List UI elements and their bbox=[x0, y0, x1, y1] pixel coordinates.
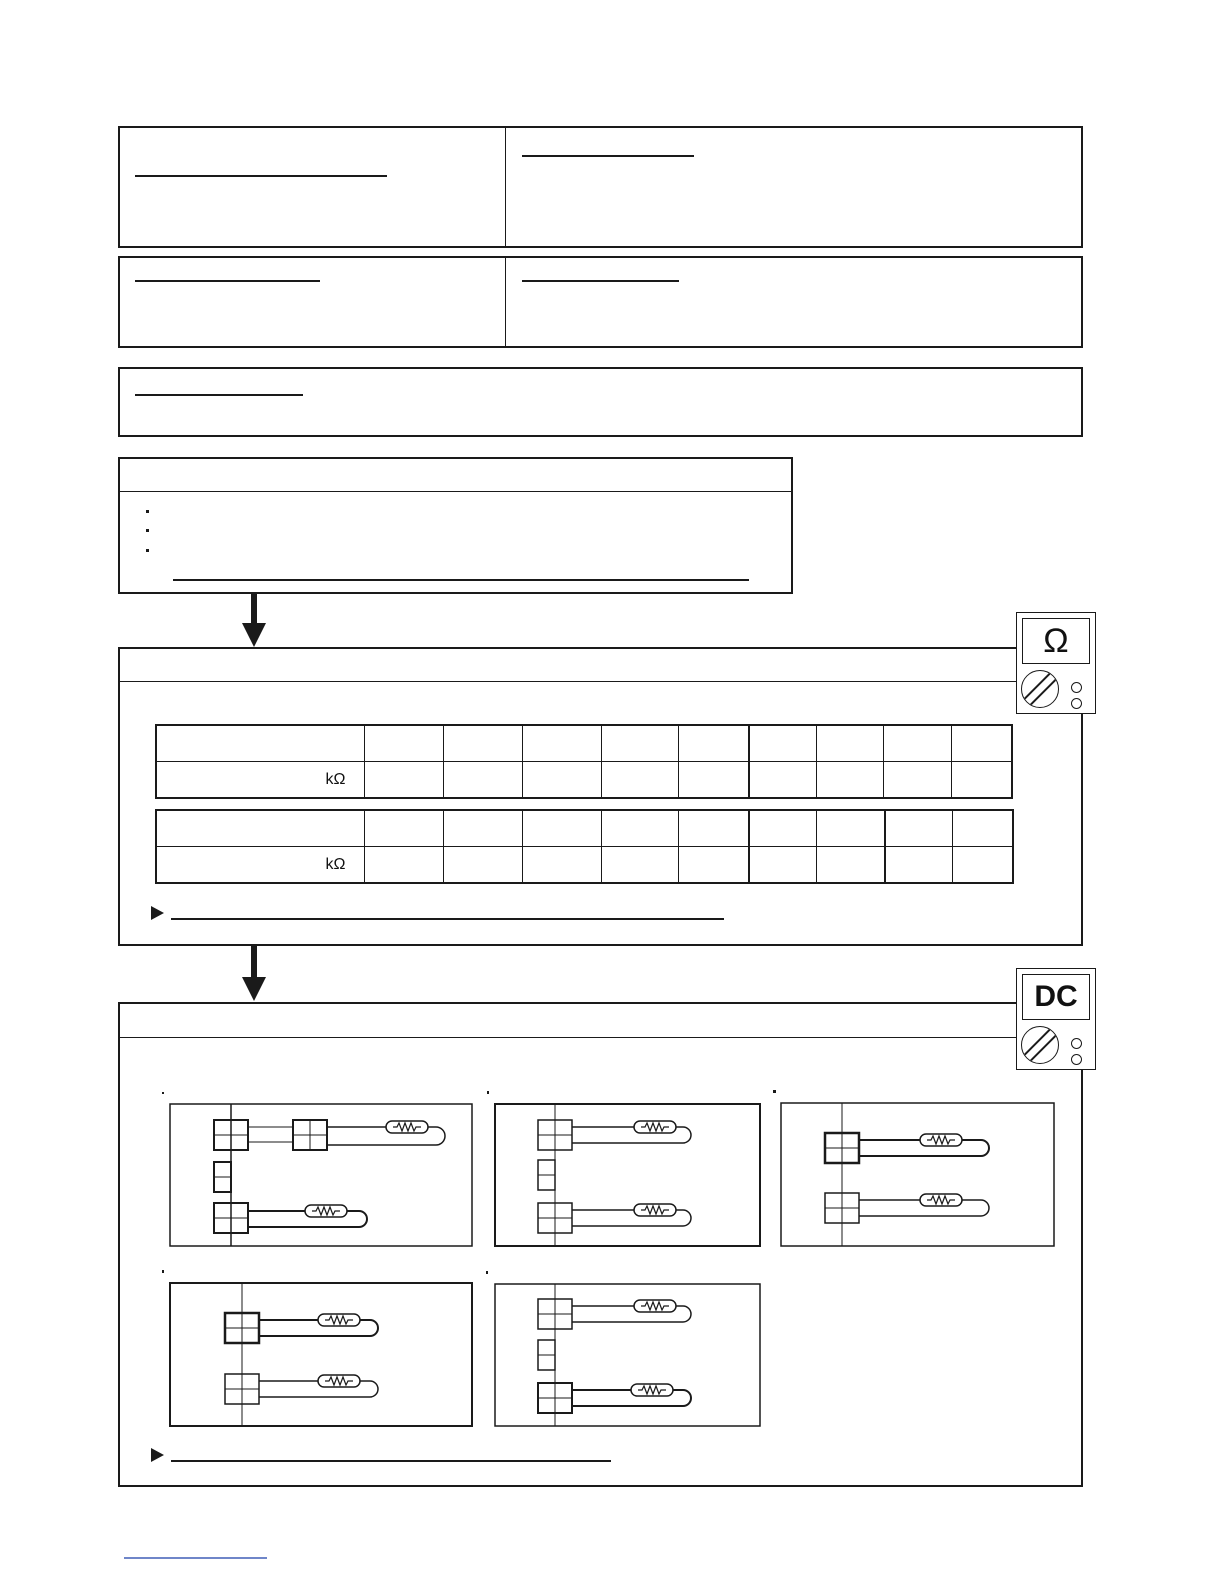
diagram-b-marker bbox=[487, 1091, 489, 1094]
dc-symbol: DC bbox=[1034, 980, 1078, 1013]
table-cell bbox=[601, 810, 678, 847]
info-box-1-right-heading bbox=[522, 155, 694, 157]
table-row bbox=[156, 847, 1013, 884]
info-box-2-divider bbox=[505, 258, 506, 346]
table-cell bbox=[156, 810, 364, 847]
precheck-underline bbox=[173, 579, 749, 581]
ohmmeter-screen bbox=[1022, 618, 1090, 664]
dc-voltmeter-screen bbox=[1022, 974, 1090, 1020]
pointer-arrow-icon bbox=[151, 1448, 164, 1462]
table-cell bbox=[364, 810, 443, 847]
precheck-bullet-3 bbox=[146, 549, 149, 552]
ohm-symbol: Ω bbox=[1043, 621, 1069, 660]
voltage-step-note-line bbox=[171, 1460, 611, 1462]
diagram-a-marker bbox=[162, 1092, 164, 1094]
voltage-step-box bbox=[118, 1002, 1083, 1487]
ohmmeter-jack-1 bbox=[1071, 682, 1082, 693]
table-cell bbox=[364, 762, 443, 799]
info-box-1-left-heading bbox=[135, 175, 387, 177]
table-cell bbox=[816, 762, 883, 799]
flow-arrow-2-shaft bbox=[251, 946, 257, 978]
diagram-e-marker bbox=[486, 1271, 488, 1274]
resistance-table-2 bbox=[155, 809, 1014, 884]
table-cell bbox=[522, 810, 601, 847]
table-cell bbox=[443, 725, 522, 762]
precheck-header-divider bbox=[120, 491, 791, 492]
table-cell bbox=[749, 810, 817, 847]
table-cell bbox=[885, 810, 953, 847]
table-cell bbox=[522, 725, 601, 762]
table-cell bbox=[364, 725, 443, 762]
table-cell bbox=[678, 810, 749, 847]
table-cell bbox=[749, 762, 817, 799]
table-cell bbox=[952, 847, 1013, 884]
table-cell bbox=[443, 847, 522, 884]
precheck-bullet-1 bbox=[146, 510, 149, 513]
table-cell bbox=[951, 762, 1012, 799]
voltage-step-header-divider bbox=[120, 1037, 1081, 1038]
table-cell bbox=[885, 847, 953, 884]
dc-voltmeter-jack-1 bbox=[1071, 1038, 1082, 1049]
table-cell bbox=[156, 725, 364, 762]
info-box-1-divider bbox=[505, 128, 506, 246]
unit-label: kΩ bbox=[156, 847, 364, 884]
diagram-d-marker bbox=[162, 1270, 164, 1273]
resistance-step-note-line bbox=[171, 918, 724, 920]
table-cell bbox=[816, 810, 885, 847]
table-cell bbox=[601, 847, 678, 884]
info-box-1 bbox=[118, 126, 1083, 248]
footer-link-underline[interactable] bbox=[124, 1557, 267, 1559]
table-cell bbox=[522, 847, 601, 884]
info-box-3 bbox=[118, 367, 1083, 437]
table-cell bbox=[364, 847, 443, 884]
table-cell bbox=[678, 762, 749, 799]
table-cell bbox=[816, 847, 885, 884]
diagram-c-marker bbox=[773, 1090, 776, 1093]
resistance-table-1 bbox=[155, 724, 1013, 799]
dc-voltmeter-dial-icon bbox=[1021, 1026, 1059, 1064]
table-cell bbox=[816, 725, 883, 762]
table-cell bbox=[883, 725, 951, 762]
flow-arrow-1-head bbox=[242, 623, 266, 647]
pointer-arrow-icon bbox=[151, 906, 164, 920]
table-cell bbox=[749, 847, 817, 884]
resistance-step-header-divider bbox=[120, 681, 1081, 682]
info-box-2-left-heading bbox=[135, 280, 320, 282]
ohmmeter-dial-icon bbox=[1021, 670, 1059, 708]
table-cell bbox=[952, 810, 1013, 847]
ohmmeter-icon bbox=[1016, 612, 1096, 714]
unit-label: kΩ bbox=[156, 762, 364, 799]
table-cell bbox=[443, 762, 522, 799]
table-cell bbox=[883, 762, 951, 799]
ohmmeter-jack-2 bbox=[1071, 698, 1082, 709]
flow-arrow-1-shaft bbox=[251, 594, 257, 624]
info-box-2-right-heading bbox=[522, 280, 679, 282]
table-row bbox=[156, 762, 1012, 799]
table-cell bbox=[951, 725, 1012, 762]
dc-voltmeter-icon bbox=[1016, 968, 1096, 1070]
dc-voltmeter-jack-2 bbox=[1071, 1054, 1082, 1065]
table-row bbox=[156, 810, 1013, 847]
table-cell bbox=[678, 725, 749, 762]
info-box-2 bbox=[118, 256, 1083, 348]
table-cell bbox=[522, 762, 601, 799]
table-cell bbox=[601, 725, 678, 762]
precheck-box bbox=[118, 457, 793, 594]
table-cell bbox=[678, 847, 749, 884]
table-cell bbox=[749, 725, 817, 762]
table-cell bbox=[601, 762, 678, 799]
precheck-bullet-2 bbox=[146, 529, 149, 532]
info-box-3-heading bbox=[135, 394, 303, 396]
flow-arrow-2-head bbox=[242, 977, 266, 1001]
table-cell bbox=[443, 810, 522, 847]
table-row bbox=[156, 725, 1012, 762]
